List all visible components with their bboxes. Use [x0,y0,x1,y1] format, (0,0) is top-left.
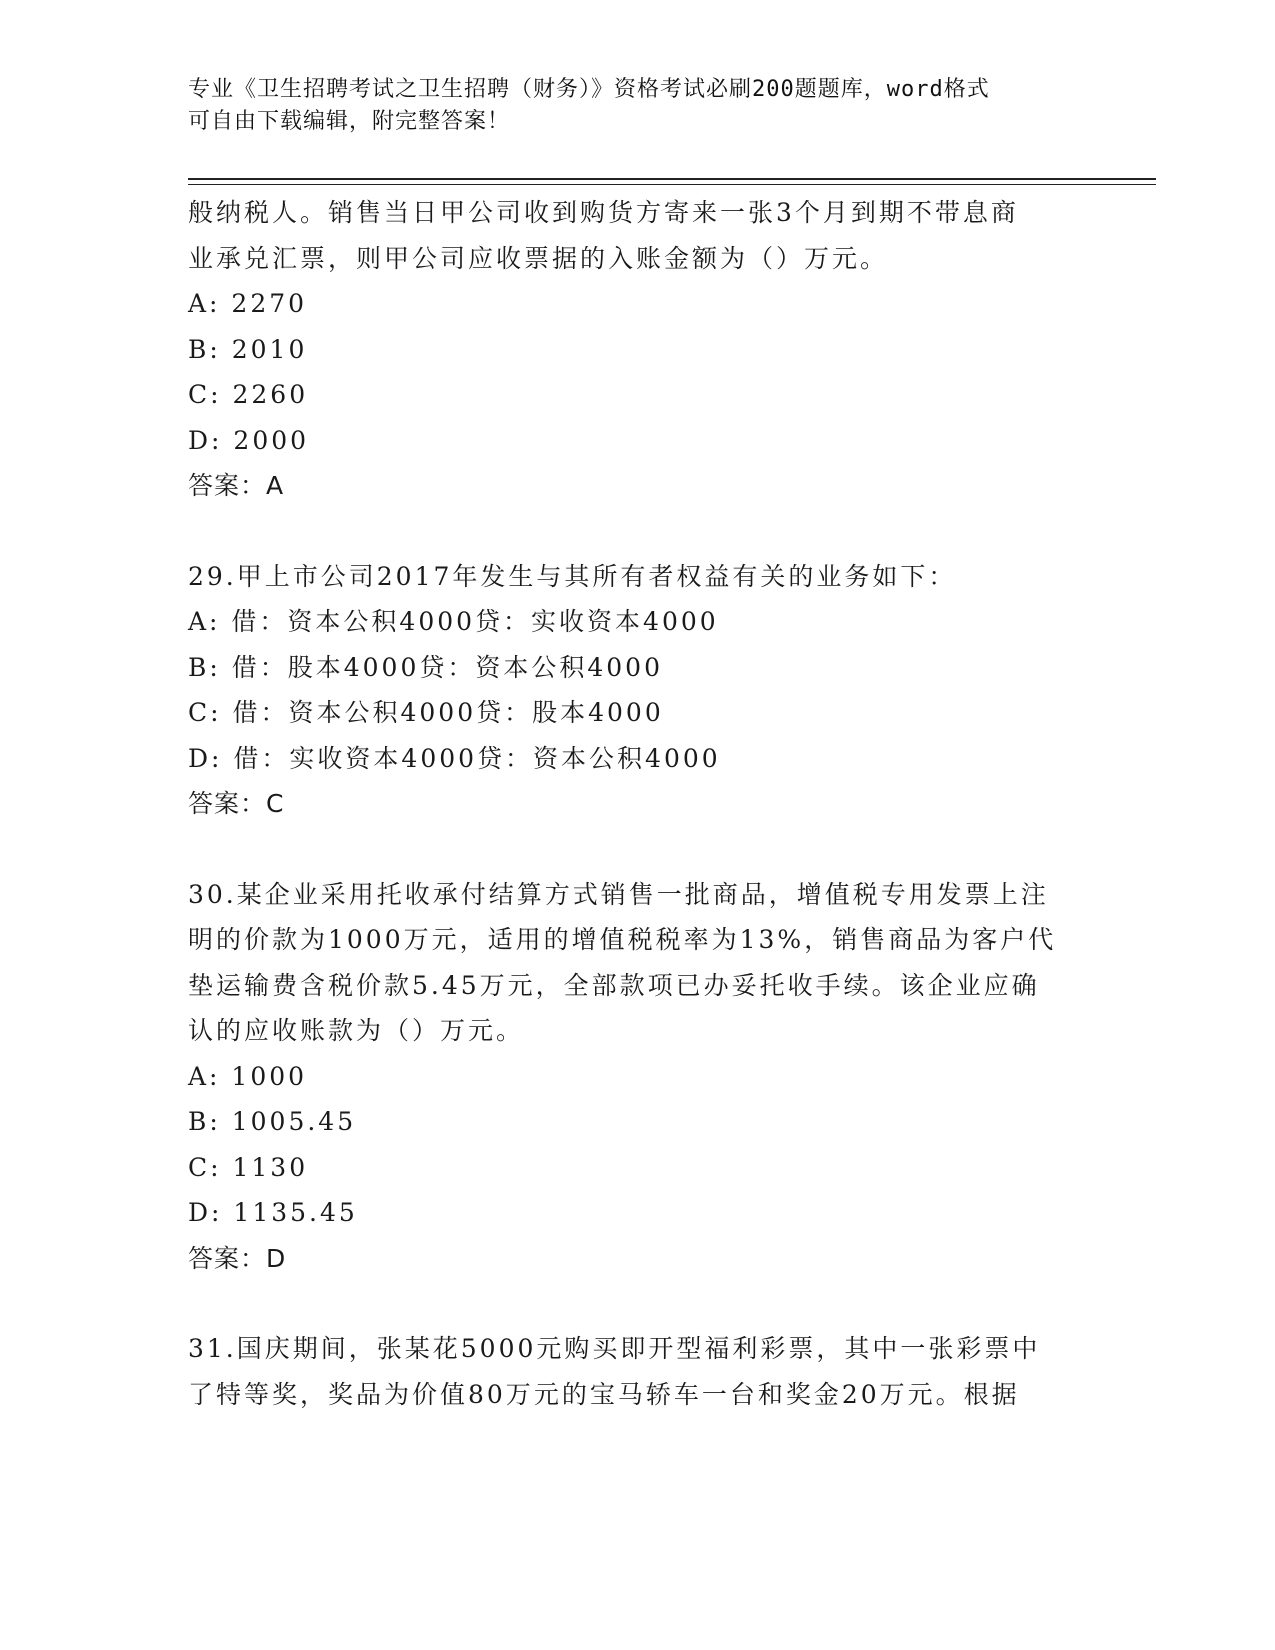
spacer [188,509,1068,554]
answer-line: 答案：C [188,789,285,818]
header-line-1: 专业《卫生招聘考试之卫生招聘（财务）》资格考试必刷200题题库，word格式 [188,77,990,102]
question-30 [188,872,1068,1282]
question-stem-line: 垫运输费含税价款5.45万元，全部款项已办妥托收手续。该企业应确 [188,970,1040,1000]
option-c: C: 2260 [188,380,309,409]
answer-line: 答案：A [188,471,285,500]
option-a: A: 1000 [188,1061,308,1091]
question-stem-line: 明的价款为1000万元，适用的增值税税率为13%，销售商品为客户代 [188,925,1057,954]
header-divider [188,178,1156,185]
option-b: B: 借：股本4000贷：资本公积4000 [188,652,663,682]
question-29 [188,554,1068,827]
question-stem-line: 30.某企业采用托收承付结算方式销售一批商品，增值税专用发票上注 [188,879,1049,909]
answer-line: 答案：D [188,1243,287,1273]
option-b: B: 2010 [188,334,308,364]
question-stem-line: 31.国庆期间，张某花5000元购买即开型福利彩票，其中一张彩票中 [188,1334,1041,1363]
header-line-2: 可自由下载编辑，附完整答案！ [188,109,511,134]
question-stem-line: 了特等奖，奖品为价值80万元的宝马轿车一台和奖金20万元。根据 [188,1379,1020,1409]
spacer [188,1281,1068,1326]
question-stem-line: 般纳税人。销售当日甲公司收到购货方寄来一张3个月到期不带息商 [188,198,1019,227]
question-stem-line: 业承兑汇票，则甲公司应收票据的入账金额为（）万元。 [188,243,889,273]
question-stem-line: 29.甲上市公司2017年发生与其所有者权益有关的业务如下： [188,561,957,591]
document-header [188,74,1068,138]
option-c: C: 1130 [188,1152,309,1182]
option-a: A: 2270 [188,289,308,318]
spacer [188,827,1068,872]
option-d: D: 1135.45 [188,1198,358,1227]
question-stem-line: 认的应收账款为（）万元。 [188,1016,525,1045]
question-28 [188,190,1068,509]
option-a: A: 借：资本公积4000贷：实收资本4000 [188,607,719,636]
option-d: D: 借：实收资本4000贷：资本公积4000 [188,743,721,773]
option-b: B: 1005.45 [188,1107,357,1136]
question-31 [188,1326,1068,1417]
option-c: C: 借：资本公积4000贷：股本4000 [188,698,664,727]
document-body [188,190,1068,1417]
option-d: D: 2000 [188,425,310,455]
